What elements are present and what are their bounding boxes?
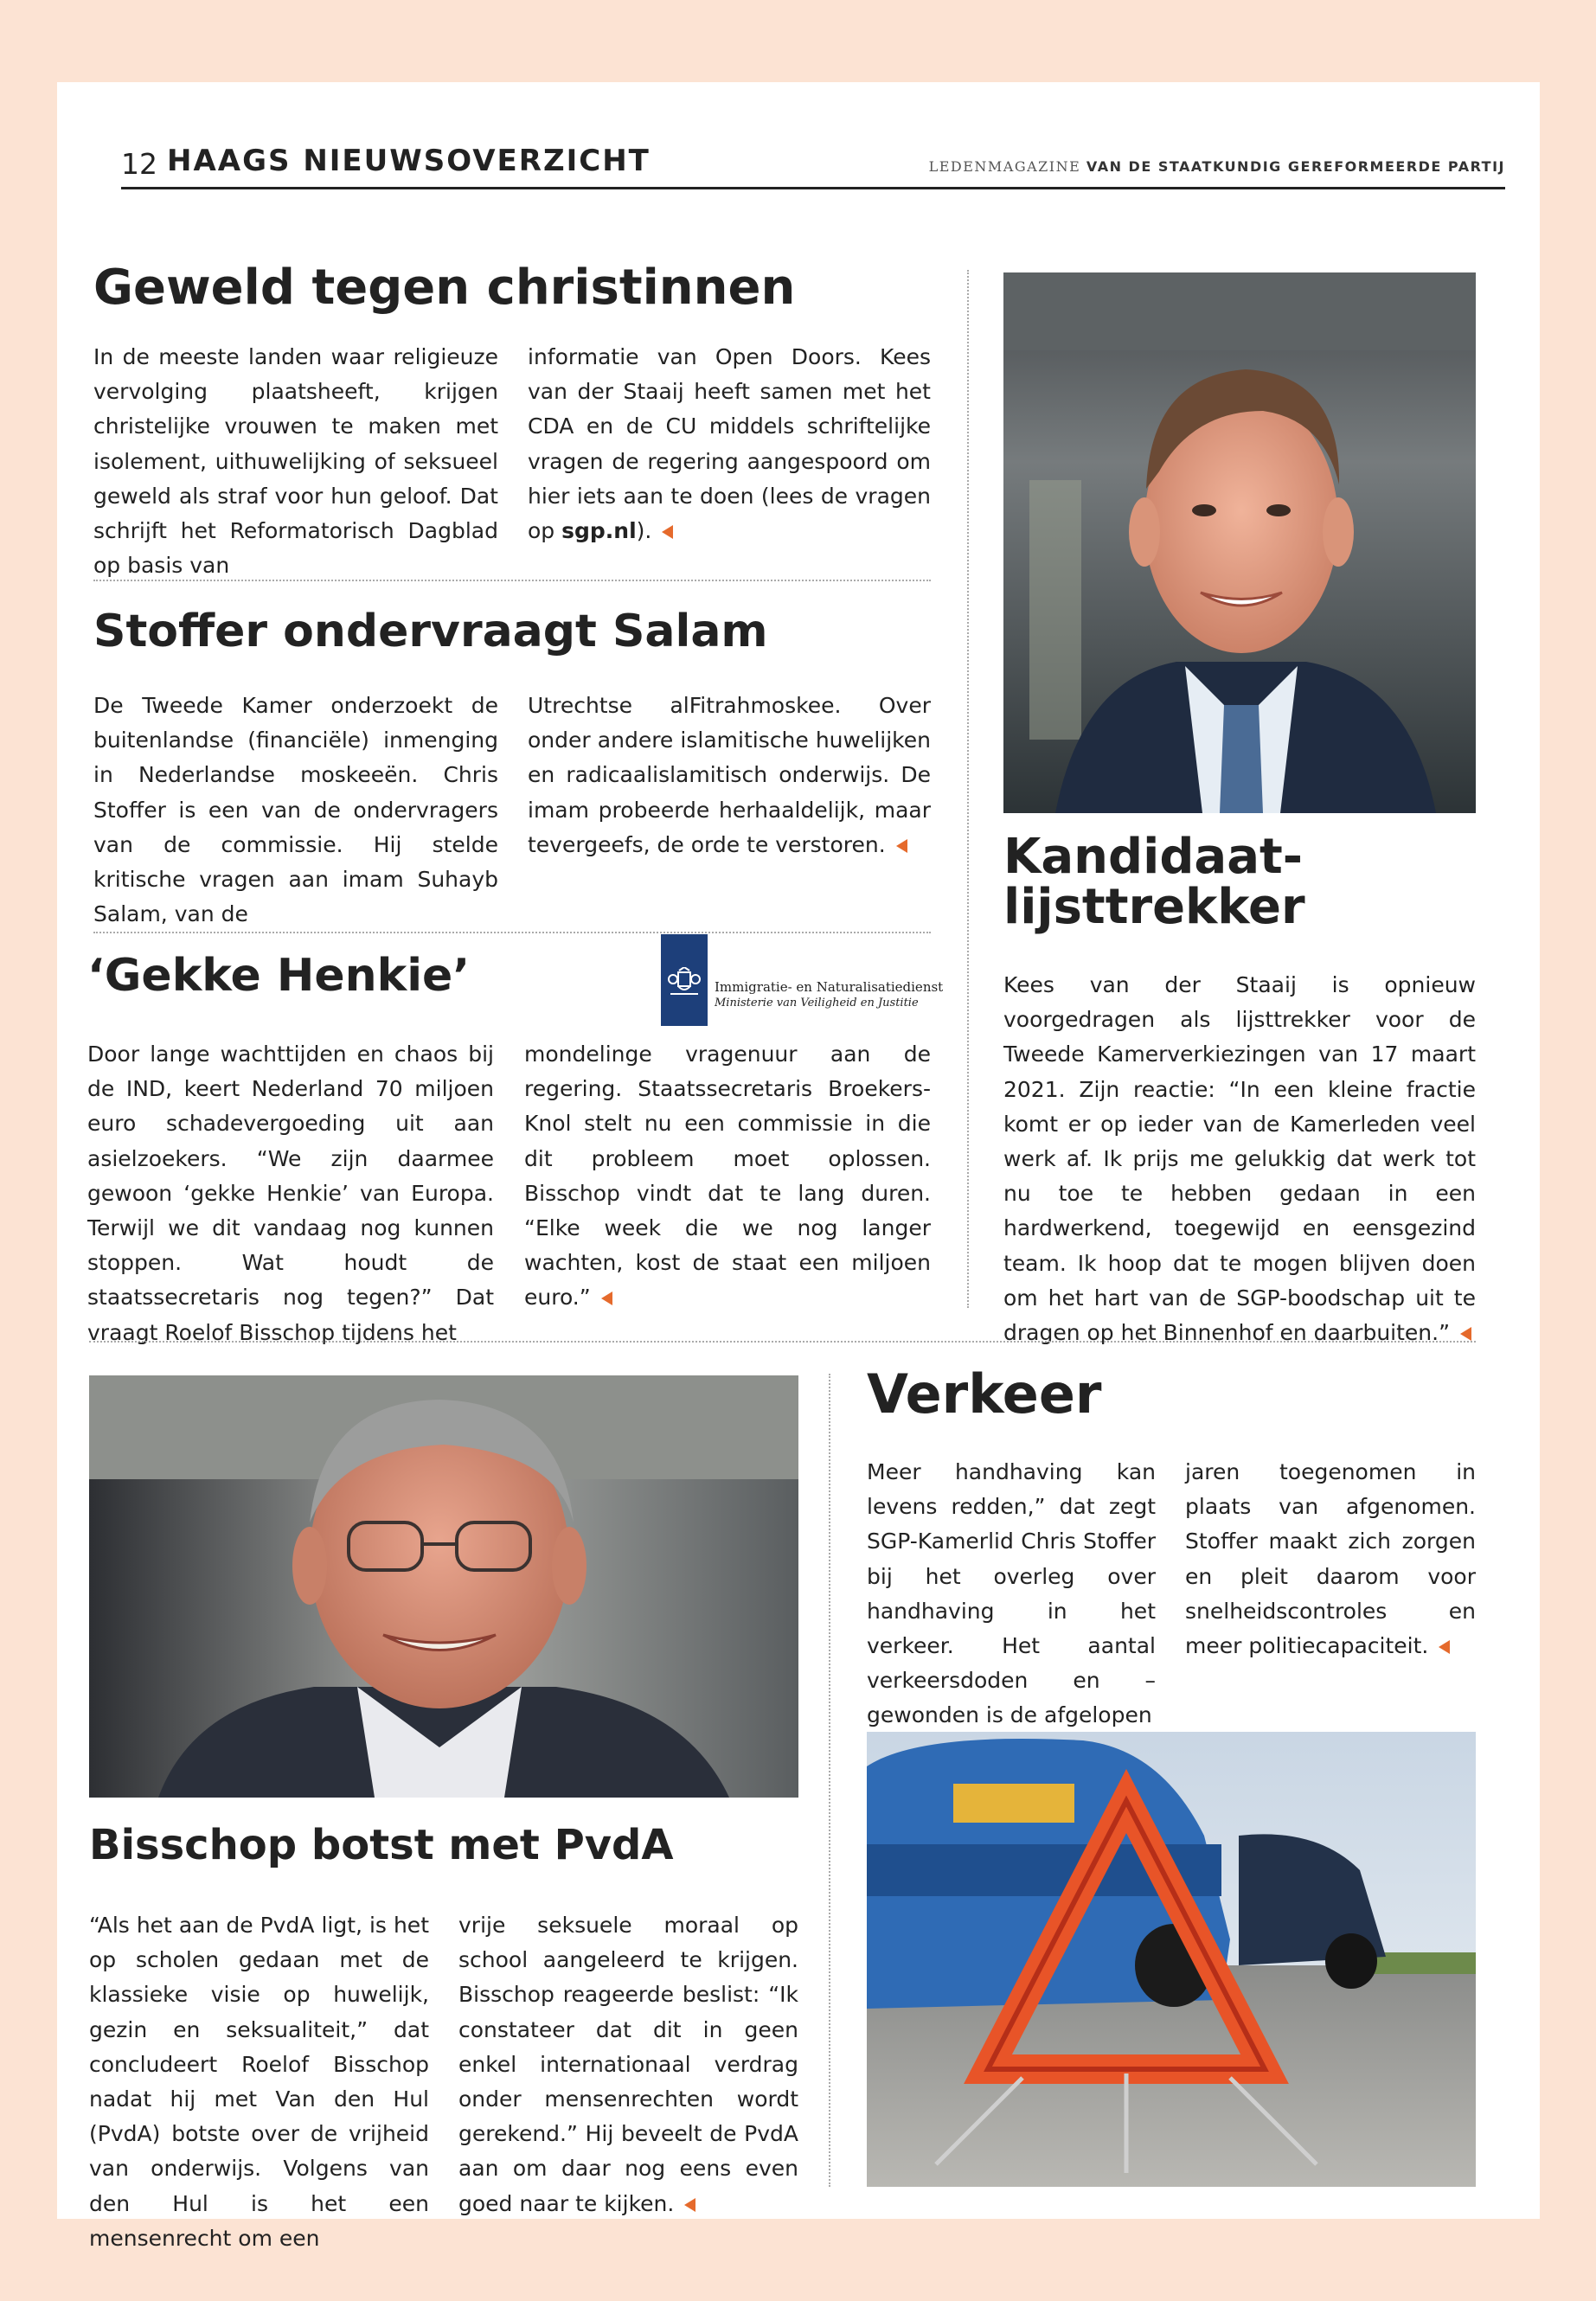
magazine-label: LEDENMAGAZINE bbox=[928, 158, 1081, 175]
article-title-verkeer: Verkeer bbox=[867, 1362, 1102, 1426]
ind-logo-line1: Immigratie- en Naturalisatiedienst bbox=[715, 979, 944, 995]
section-title: HAAGS NIEUWSOVERZICHT bbox=[167, 144, 651, 178]
end-marker-icon bbox=[601, 1292, 612, 1305]
geweld-col2-end: ). bbox=[636, 518, 652, 544]
page-number: 12 bbox=[121, 147, 157, 181]
kandidaat-title-line1: Kandidaat- bbox=[1003, 829, 1304, 885]
photo-kees-van-der-staaij bbox=[1003, 272, 1476, 813]
end-marker-icon bbox=[662, 525, 673, 539]
article-geweld-col2 bbox=[528, 340, 931, 548]
article-henkie-col1: Door lange wachttijden en chaos bij de IND, keert Nederland 70 miljoen euro schadevergoeding uit aan asielzoekers. “We zijn daarmee gewoon ‘gekke Henkie’ van Europa. Terwijl we dit vandaag nog kunnen stoppen. Wat houdt de staatssecretaris nog tegen?” Dat vraagt Roelof Bisschop tijdens het bbox=[87, 1042, 494, 1345]
sgp-link[interactable]: sgp.nl bbox=[561, 518, 637, 544]
stoffer-col2-text: Utrechtse alFitrahmoskee. Over onder andere islamitische huwelijken en radicaalislamitisch onderwijs. De imam probeerde herhaaldelijk, maar tevergeefs, de orde te verstoren. bbox=[528, 693, 931, 857]
henkie-col2-text: mondelinge vragenuur aan de regering. Staatssecretaris Broekers-Knol stelt nu een commissie in die dit probleem moet oplossen. Bisschop vindt dat te lang duren. “Elke week die we nog langer wachten, kost de staat een miljoen euro.” bbox=[524, 1042, 931, 1311]
article-kandidaat-body bbox=[1003, 968, 1476, 1350]
kandidaat-title-line2: lijsttrekker bbox=[1003, 879, 1305, 935]
end-marker-icon bbox=[896, 839, 907, 853]
article-stoffer-col2 bbox=[528, 689, 931, 862]
photo-warning-triangle bbox=[867, 1732, 1476, 2187]
ind-logo-line2: Ministerie van Veiligheid en Justitie bbox=[715, 997, 919, 1009]
magazine-party: VAN DE STAATKUNDIG GEREFORMEERDE PARTIJ bbox=[1086, 158, 1505, 175]
kandidaat-body-text: Kees van der Staaij is opnieuw voorgedragen als lijsttrekker voor de Tweede Kamerverkiezingen van 17 maart 2021. Zijn reactie: “In een kleine fractie komt er op ieder van de Kamerleden veel werk af. Ik prijs me gelukkig dat werk tot nu toe te hebben gedaan in een hardwerkend, toegewijd en eensgezind team. Ik hoop dat te mogen blijven doen om het hart van de SGP-boodschap uit te dragen op het Binnenhof en daarbuiten.” bbox=[1003, 972, 1476, 1346]
verkeer-col2-text: jaren toegenomen in plaats van afgenomen. Stoffer maakt zich zorgen en pleit daarom voor snelheidscontroles en meer politiecapaciteit. bbox=[1185, 1459, 1476, 1659]
magazine-tagline bbox=[929, 158, 1505, 175]
article-title-geweld: Geweld tegen christinnen bbox=[93, 260, 796, 316]
end-marker-icon bbox=[1460, 1327, 1471, 1341]
geweld-col2-text: informatie van Open Doors. Kees van der Staaij heeft samen met het CDA en de CU middels schriftelijke vragen de regering aangespoord om hier iets aan te doen (lees de vragen op bbox=[528, 344, 931, 544]
article-geweld-col1: In de meeste landen waar religieuze vervolging plaatsheeft, krijgen christelijke vrouwen te maken met isolement, uithuwelijking of seksueel geweld als straf voor hun geloof. Dat schrijft het Reformatorisch Dagblad op basis van bbox=[93, 344, 498, 579]
header-rule bbox=[121, 187, 1505, 189]
bisschop-col2-text: vrije seksuele moraal op school aangeleerd te krijgen. Bisschop reageerde beslist: “Ik constateer dat dit in geen enkel internationaal verdrag onder mensenrechten wordt gerekend.” Hij beveelt de PvdA aan om daar nog eens even goed naar te kijken. bbox=[458, 1913, 798, 2216]
end-marker-icon bbox=[1439, 1640, 1450, 1654]
divider bbox=[93, 932, 931, 933]
article-bisschop-col2 bbox=[458, 1908, 798, 2221]
photo-roelof-bisschop bbox=[89, 1375, 798, 1798]
article-henkie-col2 bbox=[524, 1037, 931, 1316]
divider bbox=[93, 580, 931, 581]
article-bisschop-col1: “Als het aan de PvdA ligt, is het op scholen gedaan met de klassieke visie op huwelijk, gezin en seksualiteit,” dat concludeert Roelof Bisschop nadat hij met Van den Hul (PvdA) botste over de vrijheid van onderwijs. Volgens van den Hul is het een mensenrecht om een bbox=[89, 1913, 429, 2251]
article-title-stoffer: Stoffer ondervraagt Salam bbox=[93, 606, 768, 657]
divider bbox=[89, 1341, 1476, 1343]
article-stoffer-col1: De Tweede Kamer onderzoekt de buitenlandse (financiële) inmenging in Nederlandse moskeeën. Chris Stoffer is een van de ondervragers van de commissie. Hij stelde kritische vragen aan imam Suhayb Salam, van de bbox=[93, 693, 498, 927]
column-divider bbox=[967, 270, 969, 1308]
crest-icon bbox=[661, 934, 708, 1026]
article-title-henkie: ‘Gekke Henkie’ bbox=[87, 950, 471, 1002]
ind-logo-text bbox=[715, 979, 943, 1011]
article-title-kandidaat bbox=[1003, 829, 1305, 935]
column-divider bbox=[829, 1374, 830, 2187]
article-verkeer-col1: Meer handhaving kan levens redden,” dat zegt SGP-Kamerlid Chris Stoffer bij het overleg over handhaving in het verkeer. Het aantal verkeersdoden en –gewonden is de afgelopen bbox=[867, 1459, 1156, 1728]
ind-logo bbox=[661, 934, 944, 1026]
article-title-bisschop: Bisschop botst met PvdA bbox=[89, 1821, 674, 1869]
article-verkeer-col2 bbox=[1185, 1455, 1476, 1663]
end-marker-icon bbox=[684, 2198, 695, 2212]
